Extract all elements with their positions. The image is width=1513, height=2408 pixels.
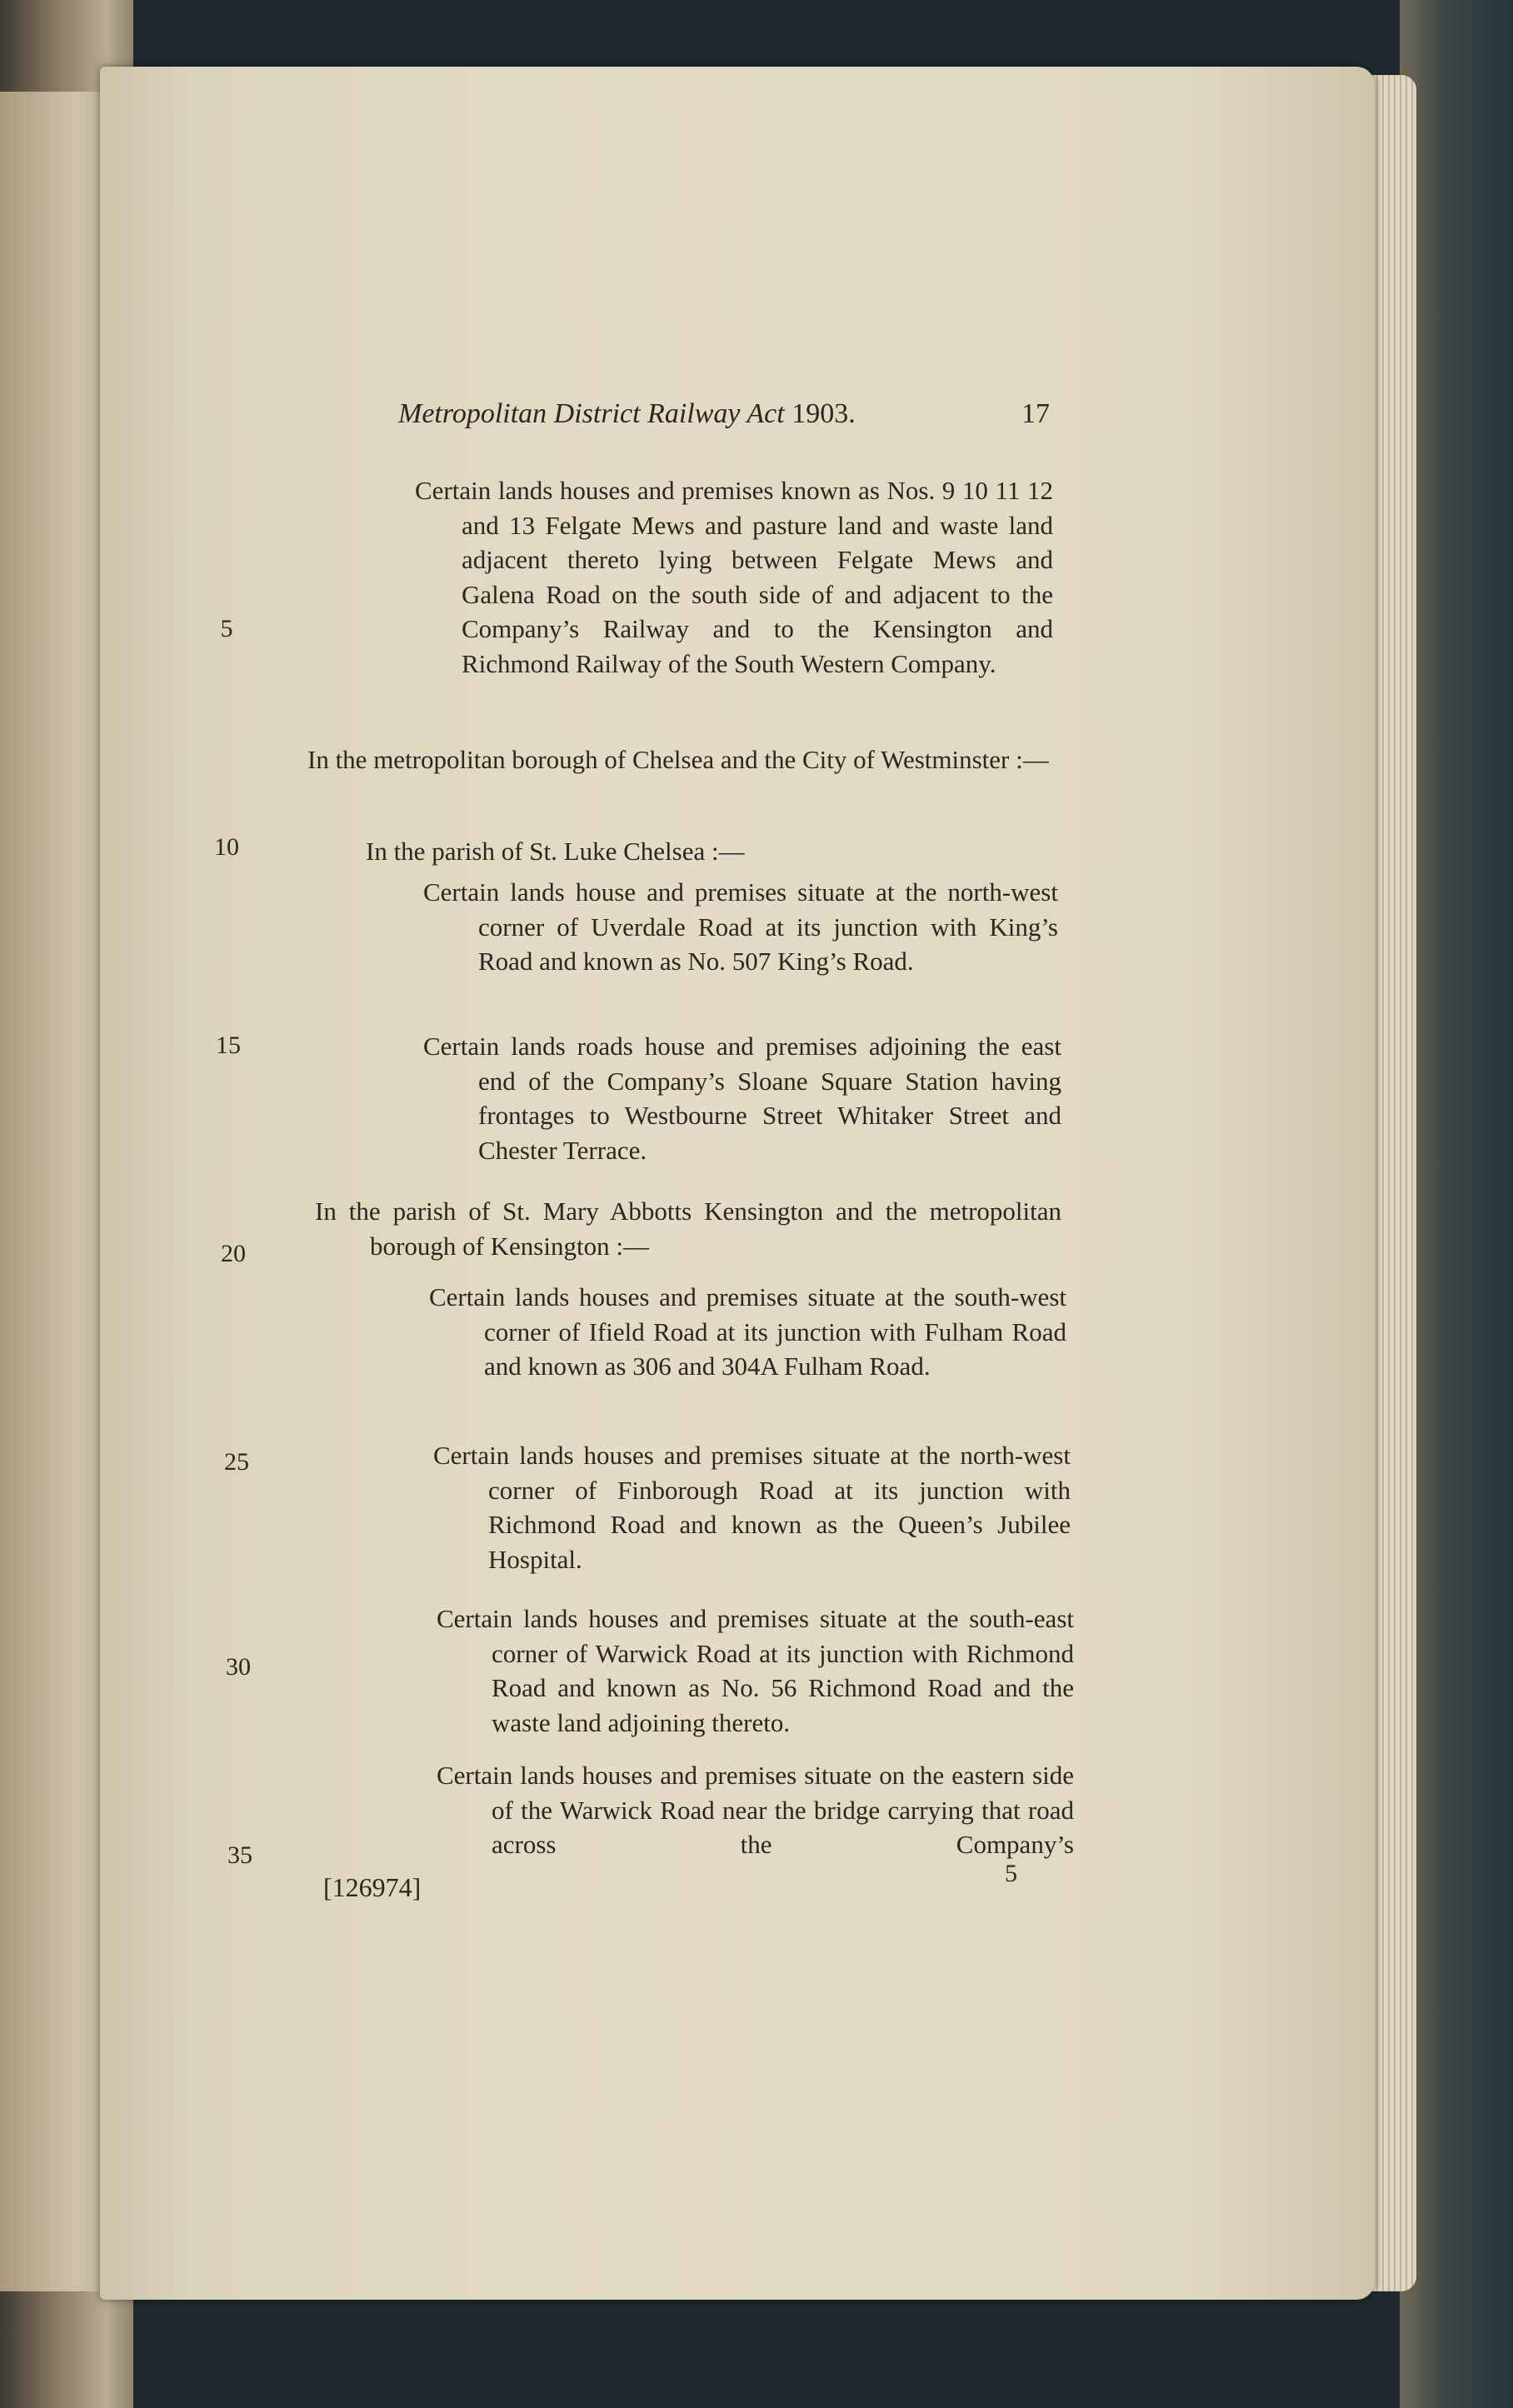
paragraph-sloane-square: Certain lands roads house and premises adjoining the east end of the Company’s Sloane Square Station having frontages to Westbourne Street Whitaker Street and Chester Terrace. bbox=[423, 1032, 1061, 1165]
line-number: 25 bbox=[224, 1448, 249, 1476]
heading-st-mary-abbotts: In the parish of St. Mary Abbotts Kensington and the metropolitan borough of Kensington :— bbox=[315, 1197, 1061, 1261]
line-number: 5 bbox=[220, 615, 233, 642]
paragraph-warwick-road-south-east: Certain lands houses and premises situate at the south-east corner of Warwick Road at its junction with Richmond Road and known as No. 56 Richmond Road and the waste land adjoining thereto. bbox=[437, 1604, 1074, 1737]
line-number: 35 bbox=[227, 1841, 252, 1869]
heading-st-luke-chelsea: In the parish of St. Luke Chelsea :— bbox=[366, 837, 745, 866]
paragraph-felgate-mews: Certain lands houses and premises known as Nos. 9 10 11 12 and 13 Felgate Mews and pasture land and waste land adjacent thereto lying between Felgate Mews and Galena Road on the south side of and adjacent to the Company’s Railway and to the Kensington and Richmond Railway of the South Western Company. bbox=[415, 476, 1053, 678]
heading-chelsea-westminster: In the metropolitan borough of Chelsea and the City of Westminster :— bbox=[307, 745, 1049, 774]
running-header bbox=[398, 398, 1050, 438]
line-number: 10 bbox=[214, 833, 239, 861]
paragraph-warwick-road-eastern: Certain lands houses and premises situate on the eastern side of the Warwick Road near the bridge carrying that road across the Company’s bbox=[437, 1761, 1074, 1859]
page-number: 17 bbox=[1021, 398, 1050, 429]
print-code: [126974] bbox=[323, 1872, 422, 1902]
book-cover-right bbox=[1400, 0, 1513, 2408]
act-year: 1903. bbox=[791, 398, 856, 429]
act-title: Metropolitan District Railway Act bbox=[398, 398, 785, 429]
line-number: 20 bbox=[221, 1240, 246, 1267]
line-number: 15 bbox=[216, 1032, 241, 1059]
running-title bbox=[398, 398, 856, 430]
line-number: 30 bbox=[226, 1653, 251, 1681]
paragraph-finborough-road: Certain lands houses and premises situate at the north-west corner of Finborough Road at its junction with Richmond Road and known as the Queen’s Jubilee Hospital. bbox=[433, 1441, 1071, 1574]
paragraph-ifield-road: Certain lands houses and premises situate at the south-west corner of Ifield Road at its junction with Fulham Road and known as 306 and 304A Fulham Road. bbox=[429, 1282, 1066, 1381]
paragraph-uverdale-road: Certain lands house and premises situate at the north-west corner of Uverdale Road at its junction with King’s Road and known as No. 507 King’s Road. bbox=[423, 877, 1058, 976]
signature-mark: 5 bbox=[1005, 1860, 1017, 1887]
